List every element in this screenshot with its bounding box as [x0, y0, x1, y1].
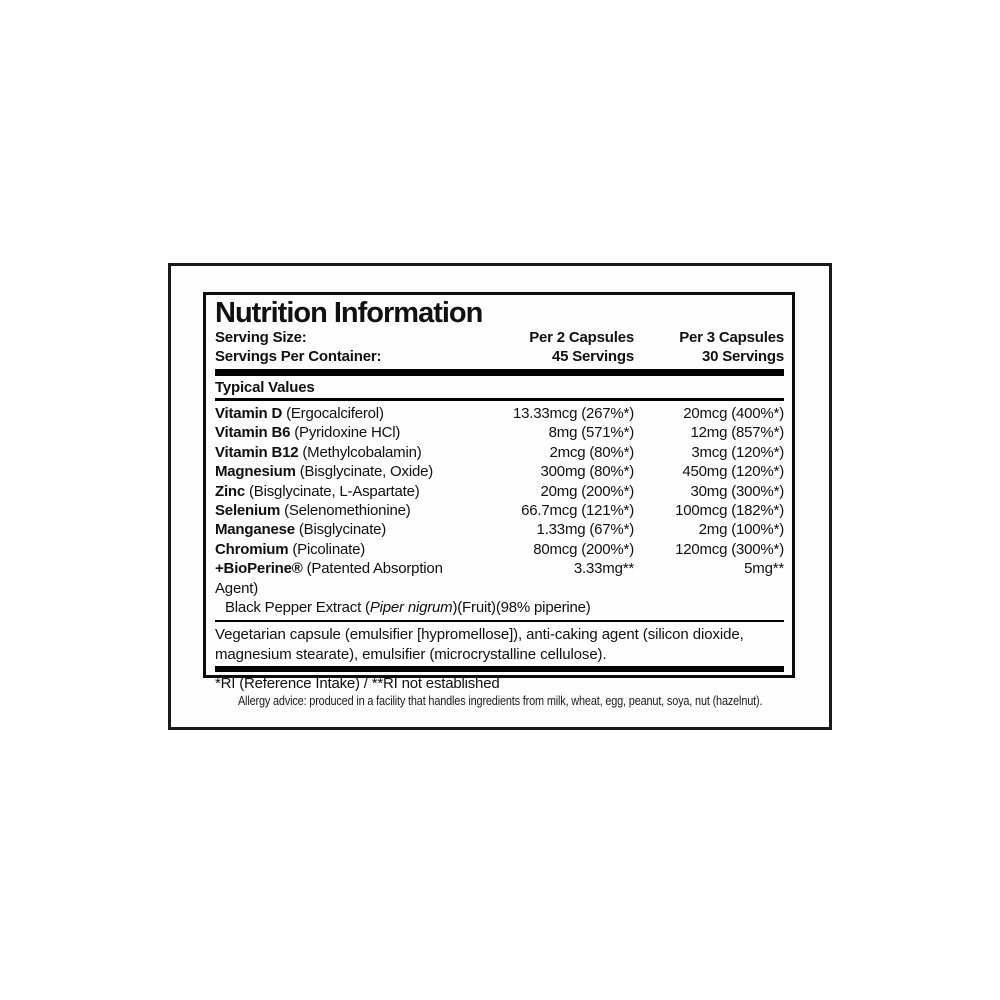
servings-per-container-label: Servings Per Container: [215, 348, 382, 365]
ri-footnote: *RI (Reference Intake) / **RI not established [215, 675, 500, 693]
nutrient-row-manganese [215, 520, 784, 539]
nutrient-detail: (Bisglycinate) [298, 521, 387, 539]
nutrient-per2: 3.33mg** [573, 560, 634, 578]
nutrition-label-panel [203, 292, 795, 693]
latin-name: Piper nigrum [369, 599, 453, 617]
nutrient-detail: (Selenomethionine) [284, 502, 411, 520]
typical-values-header: Typical Values [215, 379, 315, 396]
nutrient-per3: 5mg** [744, 560, 784, 578]
nutrient-per2: 13.33mcg (267%*) [512, 405, 634, 422]
serving-size-col2: Per 2 Capsules [529, 329, 634, 346]
divider-thick-bottom [215, 666, 784, 672]
nutrient-name: Manganese [215, 521, 295, 539]
nutrient-per3: 30mg (300%*) [690, 482, 784, 500]
nutrient-row-vitamin-b6 [215, 423, 784, 442]
nutrient-per2: 1.33mg (67%*) [536, 521, 634, 539]
label-outer-border [168, 263, 832, 730]
black-pepper-extract-line: Black Pepper Extract (Piper nigrum)(Fruit)(98% piperine) [225, 599, 591, 617]
nutrient-per2: 8mg (571%*) [548, 424, 634, 442]
servings-per-container-row [215, 347, 784, 366]
nutrient-name: Zinc [215, 482, 246, 500]
nutrient-name: Vitamin B12 [215, 443, 299, 461]
nutrient-per2: 80mcg (200%*) [533, 540, 634, 558]
serving-size-col3: Per 3 Capsules [679, 329, 784, 346]
nutrient-detail: (Ergocalciferol) [286, 405, 384, 422]
nutrient-per3: 2mg (100%*) [698, 521, 784, 539]
nutrient-per2: 300mg (80%*) [540, 463, 634, 481]
nutrient-per3: 100mcg (182%*) [675, 502, 784, 520]
nutrient-row-selenium [215, 501, 784, 520]
nutrient-name: Selenium [215, 502, 281, 520]
allergy-advice-text: Allergy advice: produced in a facility that handles ingredients from milk, wheat, egg, peanut, soya, nut (hazelnut). [237, 693, 763, 708]
nutrient-name: +BioPerine® [215, 560, 303, 578]
nutrient-per2: 66.7mcg (121%*) [521, 502, 634, 520]
nutrient-per3: 20mcg (400%*) [683, 405, 784, 422]
nutrient-per3: 12mg (857%*) [690, 424, 784, 442]
nutrient-per3: 3mcg (120%*) [691, 443, 784, 461]
nutrient-detail: (Methylcobalamin) [302, 443, 422, 461]
nutrient-name: Chromium [215, 540, 289, 558]
nutrient-row-chromium [215, 540, 784, 559]
nutrient-per2: 20mg (200%*) [540, 482, 634, 500]
nutrient-name: Vitamin B6 [215, 424, 291, 442]
nutrient-detail: (Picolinate) [292, 540, 366, 558]
divider-thick-top [215, 369, 784, 376]
nutrient-per3: 120mcg (300%*) [675, 540, 784, 558]
nutrient-row-vitamin-b12 [215, 443, 784, 462]
servings-per-container-col2: 45 Servings [551, 348, 634, 365]
nutrient-detail: (Patented Absorption Agent) [215, 560, 443, 597]
nutrient-per2: 2mcg (80%*) [549, 443, 634, 461]
serving-size-row [215, 328, 784, 347]
nutrient-name: Vitamin D [215, 405, 283, 422]
nutrient-detail: (Bisglycinate, L-Aspartate) [249, 482, 420, 500]
nutrient-per3: 450mg (120%*) [682, 463, 784, 481]
other-ingredients-text: Vegetarian capsule (emulsifier [hypromellose]), anti-caking agent (silicon dioxide, magnesium stearate), emulsifier (microcrystalline cellulose). [215, 626, 744, 663]
nutrient-row-vitamin-d [215, 404, 784, 423]
nutrient-row-magnesium [215, 462, 784, 481]
nutrient-row-zinc [215, 482, 784, 501]
serving-size-label: Serving Size: [215, 329, 307, 346]
nutrient-row-bioperine [215, 559, 784, 598]
servings-per-container-col3: 30 Servings [701, 348, 784, 365]
divider-thin [215, 620, 784, 622]
label-title: Nutrition Information [215, 297, 483, 329]
nutrient-detail: (Pyridoxine HCl) [294, 424, 401, 442]
nutrient-detail: (Bisglycinate, Oxide) [299, 463, 434, 481]
nutrient-name: Magnesium [215, 463, 296, 481]
divider-medium [215, 398, 784, 401]
